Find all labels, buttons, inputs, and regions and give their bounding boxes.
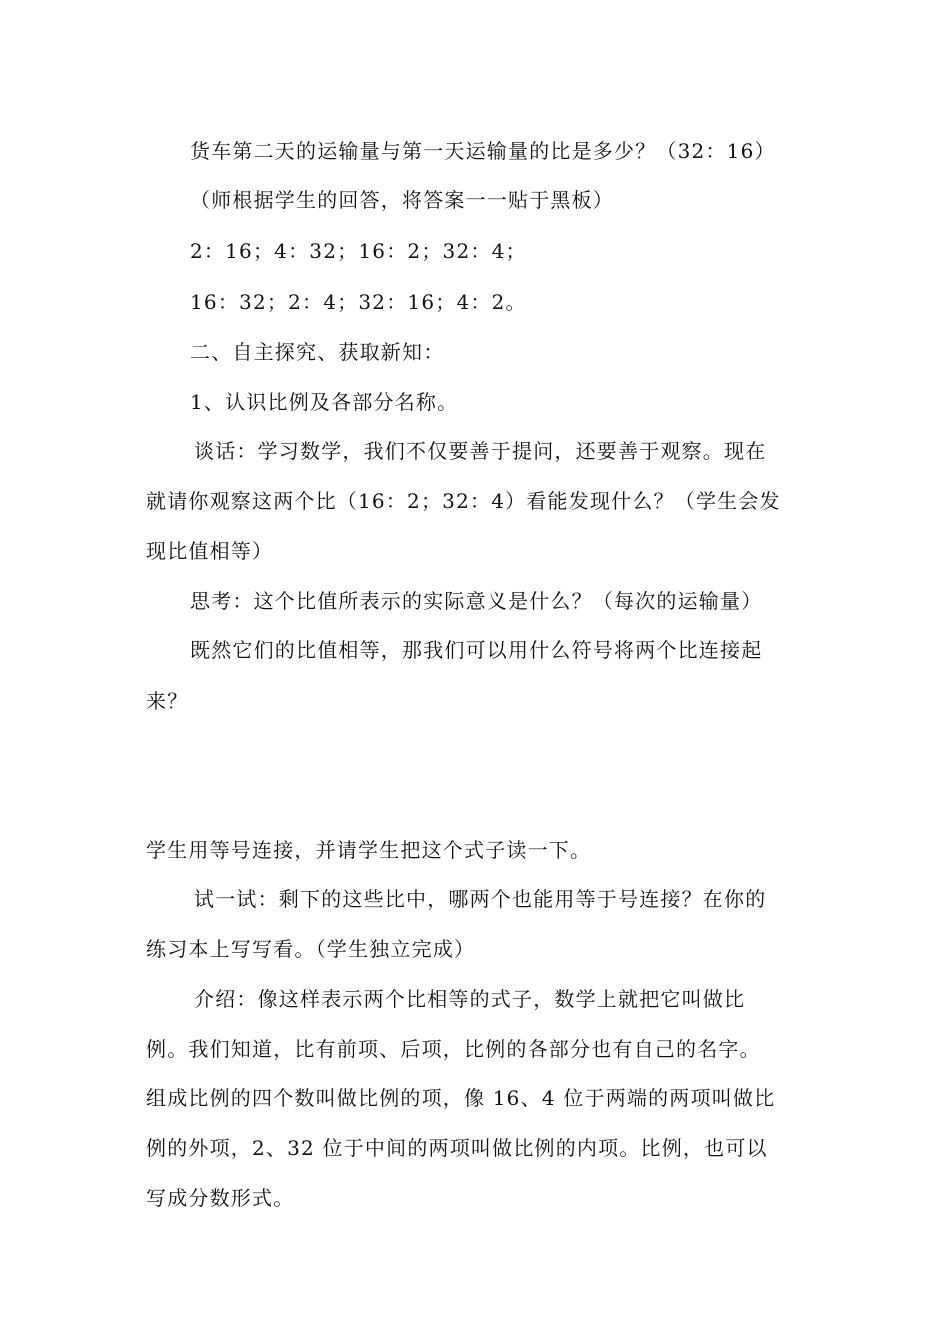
paragraph-line: 学生用等号连接，并请学生把这个式子读一下。 (146, 838, 592, 862)
paragraph-line: 2：16；4：32；16：2；32：4； (190, 239, 527, 263)
paragraph-line: 练习本上写写看。（学生独立完成） (146, 937, 476, 961)
paragraph-line: 既然它们的比值相等，那我们可以用什么符号将两个比连接起 (190, 638, 763, 662)
paragraph-line: （师根据学生的回答，将答案一一贴于黑板） (190, 188, 614, 212)
section-heading: 二、自主探究、获取新知： (190, 340, 445, 364)
paragraph-line: 现比值相等） (146, 539, 274, 563)
paragraph-line: 试一试：剩下的这些比中，哪两个也能用等于号连接？在你的 (194, 887, 767, 911)
paragraph-line: 思考：这个比值所表示的实际意义是什么？（每次的运输量） (190, 589, 763, 613)
paragraph-line: 介绍：像这样表示两个比相等的式子，数学上就把它叫做比 (194, 987, 746, 1011)
paragraph-line: 货车第二天的运输量与第一天运输量的比是多少？（32：16） (190, 139, 776, 163)
paragraph-line: 16：32；2：4；32：16；4：2。 (190, 290, 527, 314)
paragraph-line: 例的外项，2、32 位于中间的两项叫做比例的内项。比例，也可以 (146, 1136, 768, 1160)
paragraph-line: 例。我们知道，比有前项、后项，比例的各部分也有自己的名字。 (146, 1037, 761, 1061)
paragraph-line: 就请你观察这两个比（16：2；32：4）看能发现什么？（学生会发 (146, 489, 781, 513)
paragraph-line: 来？ (146, 689, 189, 713)
paragraph-line: 组成比例的四个数叫做比例的项，像 16、4 位于两端的两项叫做比 (146, 1086, 776, 1110)
paragraph-line: 谈话：学习数学，我们不仅要善于提问，还要善于观察。现在 (194, 439, 767, 463)
subsection-heading: 1、认识比例及各部分名称。 (190, 390, 459, 414)
paragraph-line: 写成分数形式。 (146, 1186, 295, 1210)
